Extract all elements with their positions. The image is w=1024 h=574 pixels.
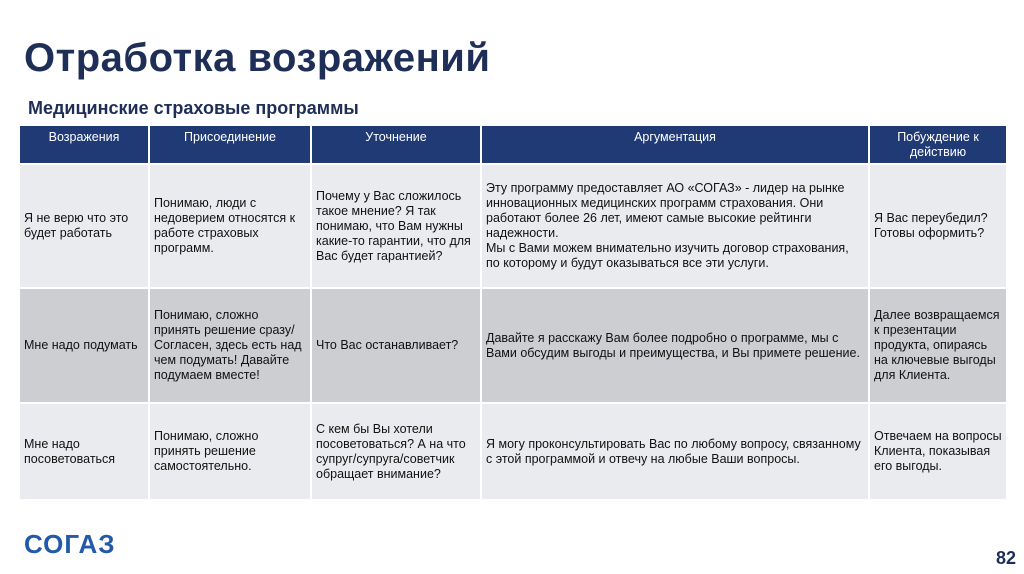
cell-call-to-action: Я Вас переубедил? Готовы оформить? <box>869 164 1007 288</box>
cell-argumentation: Давайте я расскажу Вам более подробно о программе, мы с Вами обсудим выгоды и преимущества, и Вы примете решение. <box>481 288 869 403</box>
cell-clarification: Почему у Вас сложилось такое мнение? Я так понимаю, что Вам нужны какие-то гарантии, что для Вас будет гарантией? <box>311 164 481 288</box>
cell-objection: Мне надо посоветоваться <box>19 403 149 499</box>
cell-clarification: Что Вас останавливает? <box>311 288 481 403</box>
cell-joining: Понимаю, сложно принять решение самостоятельно. <box>149 403 311 499</box>
header-call-to-action: Побуждение к действию <box>869 126 1007 164</box>
cell-clarification: С кем бы Вы хотели посоветоваться? А на что супруг/супруга/советчик обращает внимание? <box>311 403 481 499</box>
table-header-row <box>19 126 1007 164</box>
slide-title: Отработка возражений <box>24 36 491 80</box>
cell-objection: Мне надо подумать <box>19 288 149 403</box>
sogaz-logo: СОГАЗ <box>24 529 116 559</box>
slide-subtitle: Медицинские страховые программы <box>28 98 359 118</box>
cell-argumentation: Эту программу предоставляет АО «СОГАЗ» - лидер на рынке инновационных медицинских программ страхования. Они работают более 26 лет, имеют самые высокие рейтинги надежности. Мы с Вами можем внимательно изучить договор страхования, по которому и будут оказываться все эти услуги. <box>481 164 869 288</box>
page-number: 82 <box>995 548 1016 568</box>
header-joining: Присоединение <box>149 126 311 164</box>
header-objections: Возражения <box>19 126 149 164</box>
cell-objection: Я не верю что это будет работать <box>19 164 149 288</box>
objections-table <box>18 126 1008 499</box>
table-row <box>19 164 1007 288</box>
cell-call-to-action: Далее возвращаемся к презентации продукта, опираясь на ключевые выгоды для Клиента. <box>869 288 1007 403</box>
cell-argumentation: Я могу проконсультировать Вас по любому вопросу, связанному с этой программой и отвечу на любые Ваши вопросы. <box>481 403 869 499</box>
header-clarification: Уточнение <box>311 126 481 164</box>
cell-call-to-action: Отвечаем на вопросы Клиента, показывая его выгоды. <box>869 403 1007 499</box>
table-row <box>19 288 1007 403</box>
cell-joining: Понимаю, сложно принять решение сразу/ Согласен, здесь есть над чем подумать! Давайте подумаем вместе! <box>149 288 311 403</box>
header-argumentation: Аргументация <box>481 126 869 164</box>
table-row <box>19 403 1007 499</box>
cell-joining: Понимаю, люди с недоверием относятся к работе страховых программ. <box>149 164 311 288</box>
